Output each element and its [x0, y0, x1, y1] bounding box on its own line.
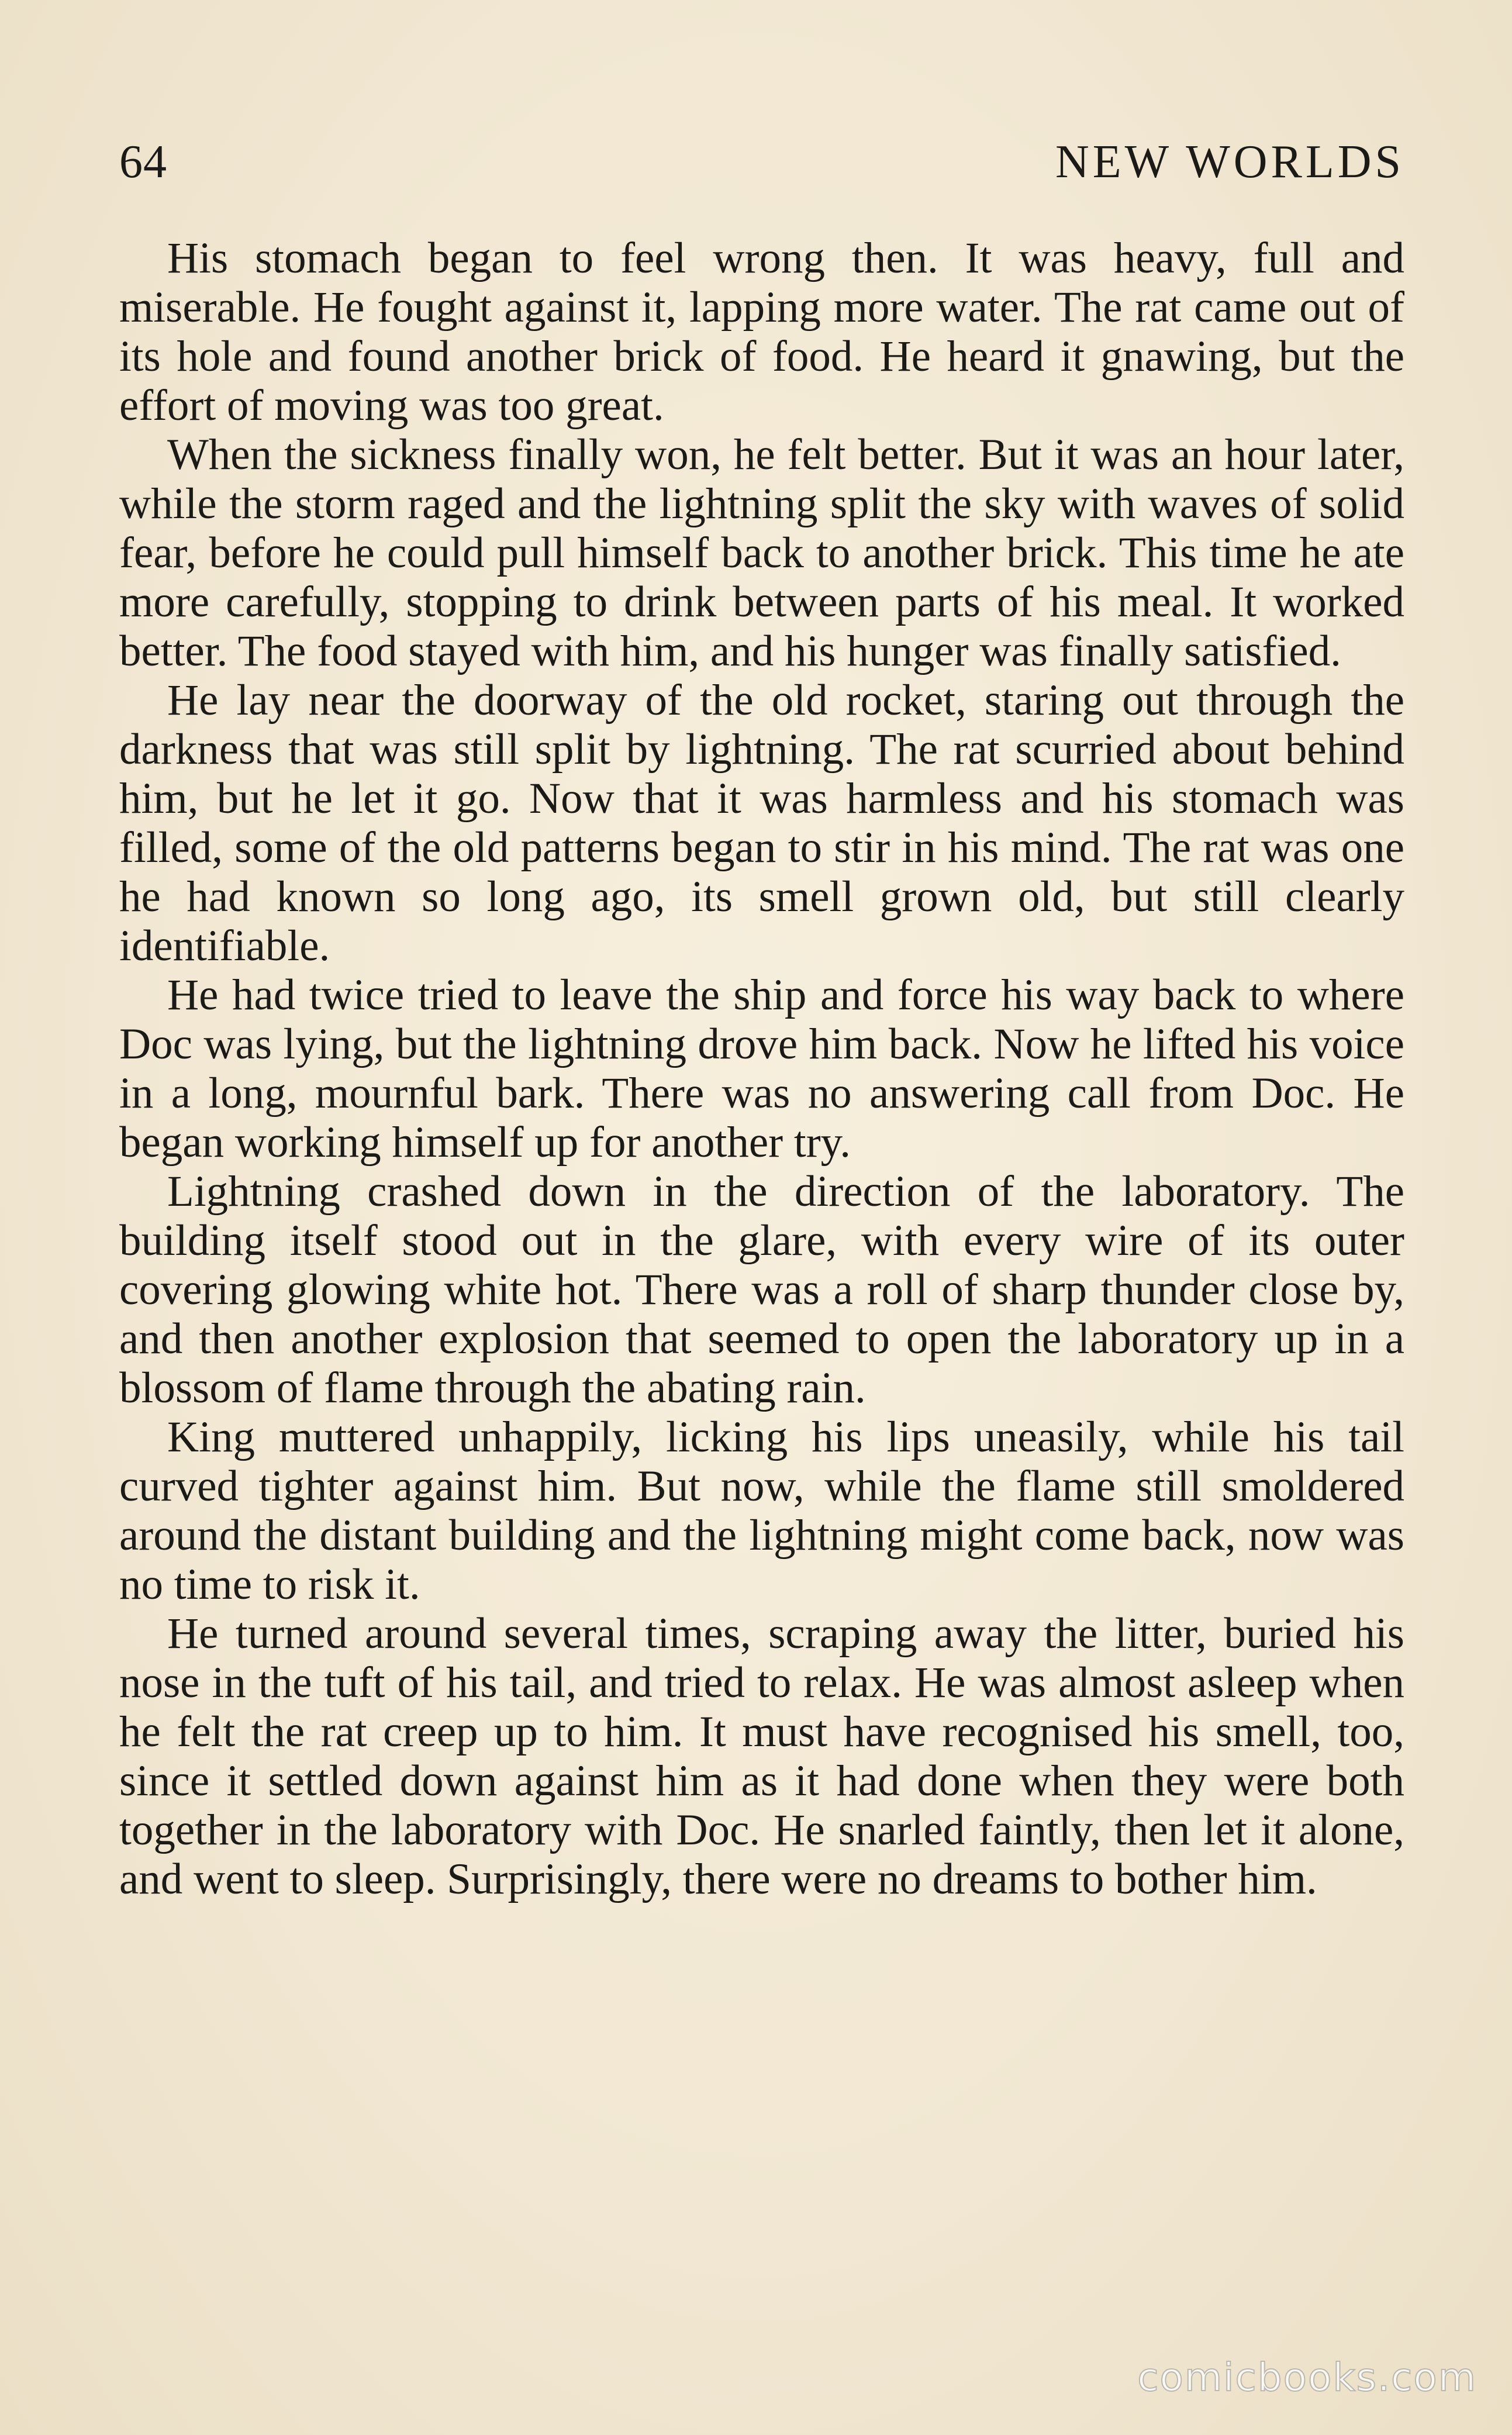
page-number: 64	[119, 136, 167, 188]
paragraph: He lay near the doorway of the old rocket, staring out through the darkness that was still split by lightning. The rat scurried about behind him, but he let it go. Now that it was harmless and his stomach was filled, some of the old patterns began to stir in his mind. The rat was one he had known so long ago, its smell grown old, but still clearly identifiable.	[119, 676, 1404, 970]
paragraph: Lightning crashed down in the direction of the laboratory. The building itself stood out in the glare, with every wire of its outer covering glowing white hot. There was a roll of sharp thunder close by, and then another explosion that seemed to open the laboratory up in a blossom of flame through the abating rain.	[119, 1167, 1404, 1412]
paragraph: He turned around several times, scraping away the litter, buried his nose in the tuft of his tail, and tried to relax. He was almost asleep when he felt the rat creep up to him. It must have recognised his smell, too, since it settled down against him as it had done when they were both together in the laboratory with Doc. He snarled faintly, then let it alone, and went to sleep. Surprisingly, there were no dreams to bother him.	[119, 1609, 1404, 1903]
paragraph: His stomach began to feel wrong then. It was heavy, full and miserable. He fought against it, lapping more water. The rat came out of its hole and found another brick of food. He heard it gnawing, but the effort of moving was too great.	[119, 234, 1404, 430]
paragraph: He had twice tried to leave the ship and force his way back to where Doc was lying, but the lightning drove him back. Now he lifted his voice in a long, mournful bark. There was no answering call from Doc. He began working himself up for another try.	[119, 971, 1404, 1167]
running-title: NEW WORLDS	[1055, 136, 1404, 188]
body-text	[119, 234, 1404, 1904]
running-head	[119, 136, 1404, 200]
paragraph: King muttered unhappily, licking his lips uneasily, while his tail curved tighter against him. But now, while the flame still smoldered around the distant building and the lightning might come back, now was no time to risk it.	[119, 1413, 1404, 1609]
watermark: comicbooks.com	[1137, 2355, 1477, 2400]
paragraph: When the sickness finally won, he felt better. But it was an hour later, while the storm raged and the lightning split the sky with waves of solid fear, before he could pull himself back to another brick. This time he ate more carefully, stopping to drink between parts of his meal. It worked better. The food stayed with him, and his hunger was finally satisfied.	[119, 430, 1404, 675]
